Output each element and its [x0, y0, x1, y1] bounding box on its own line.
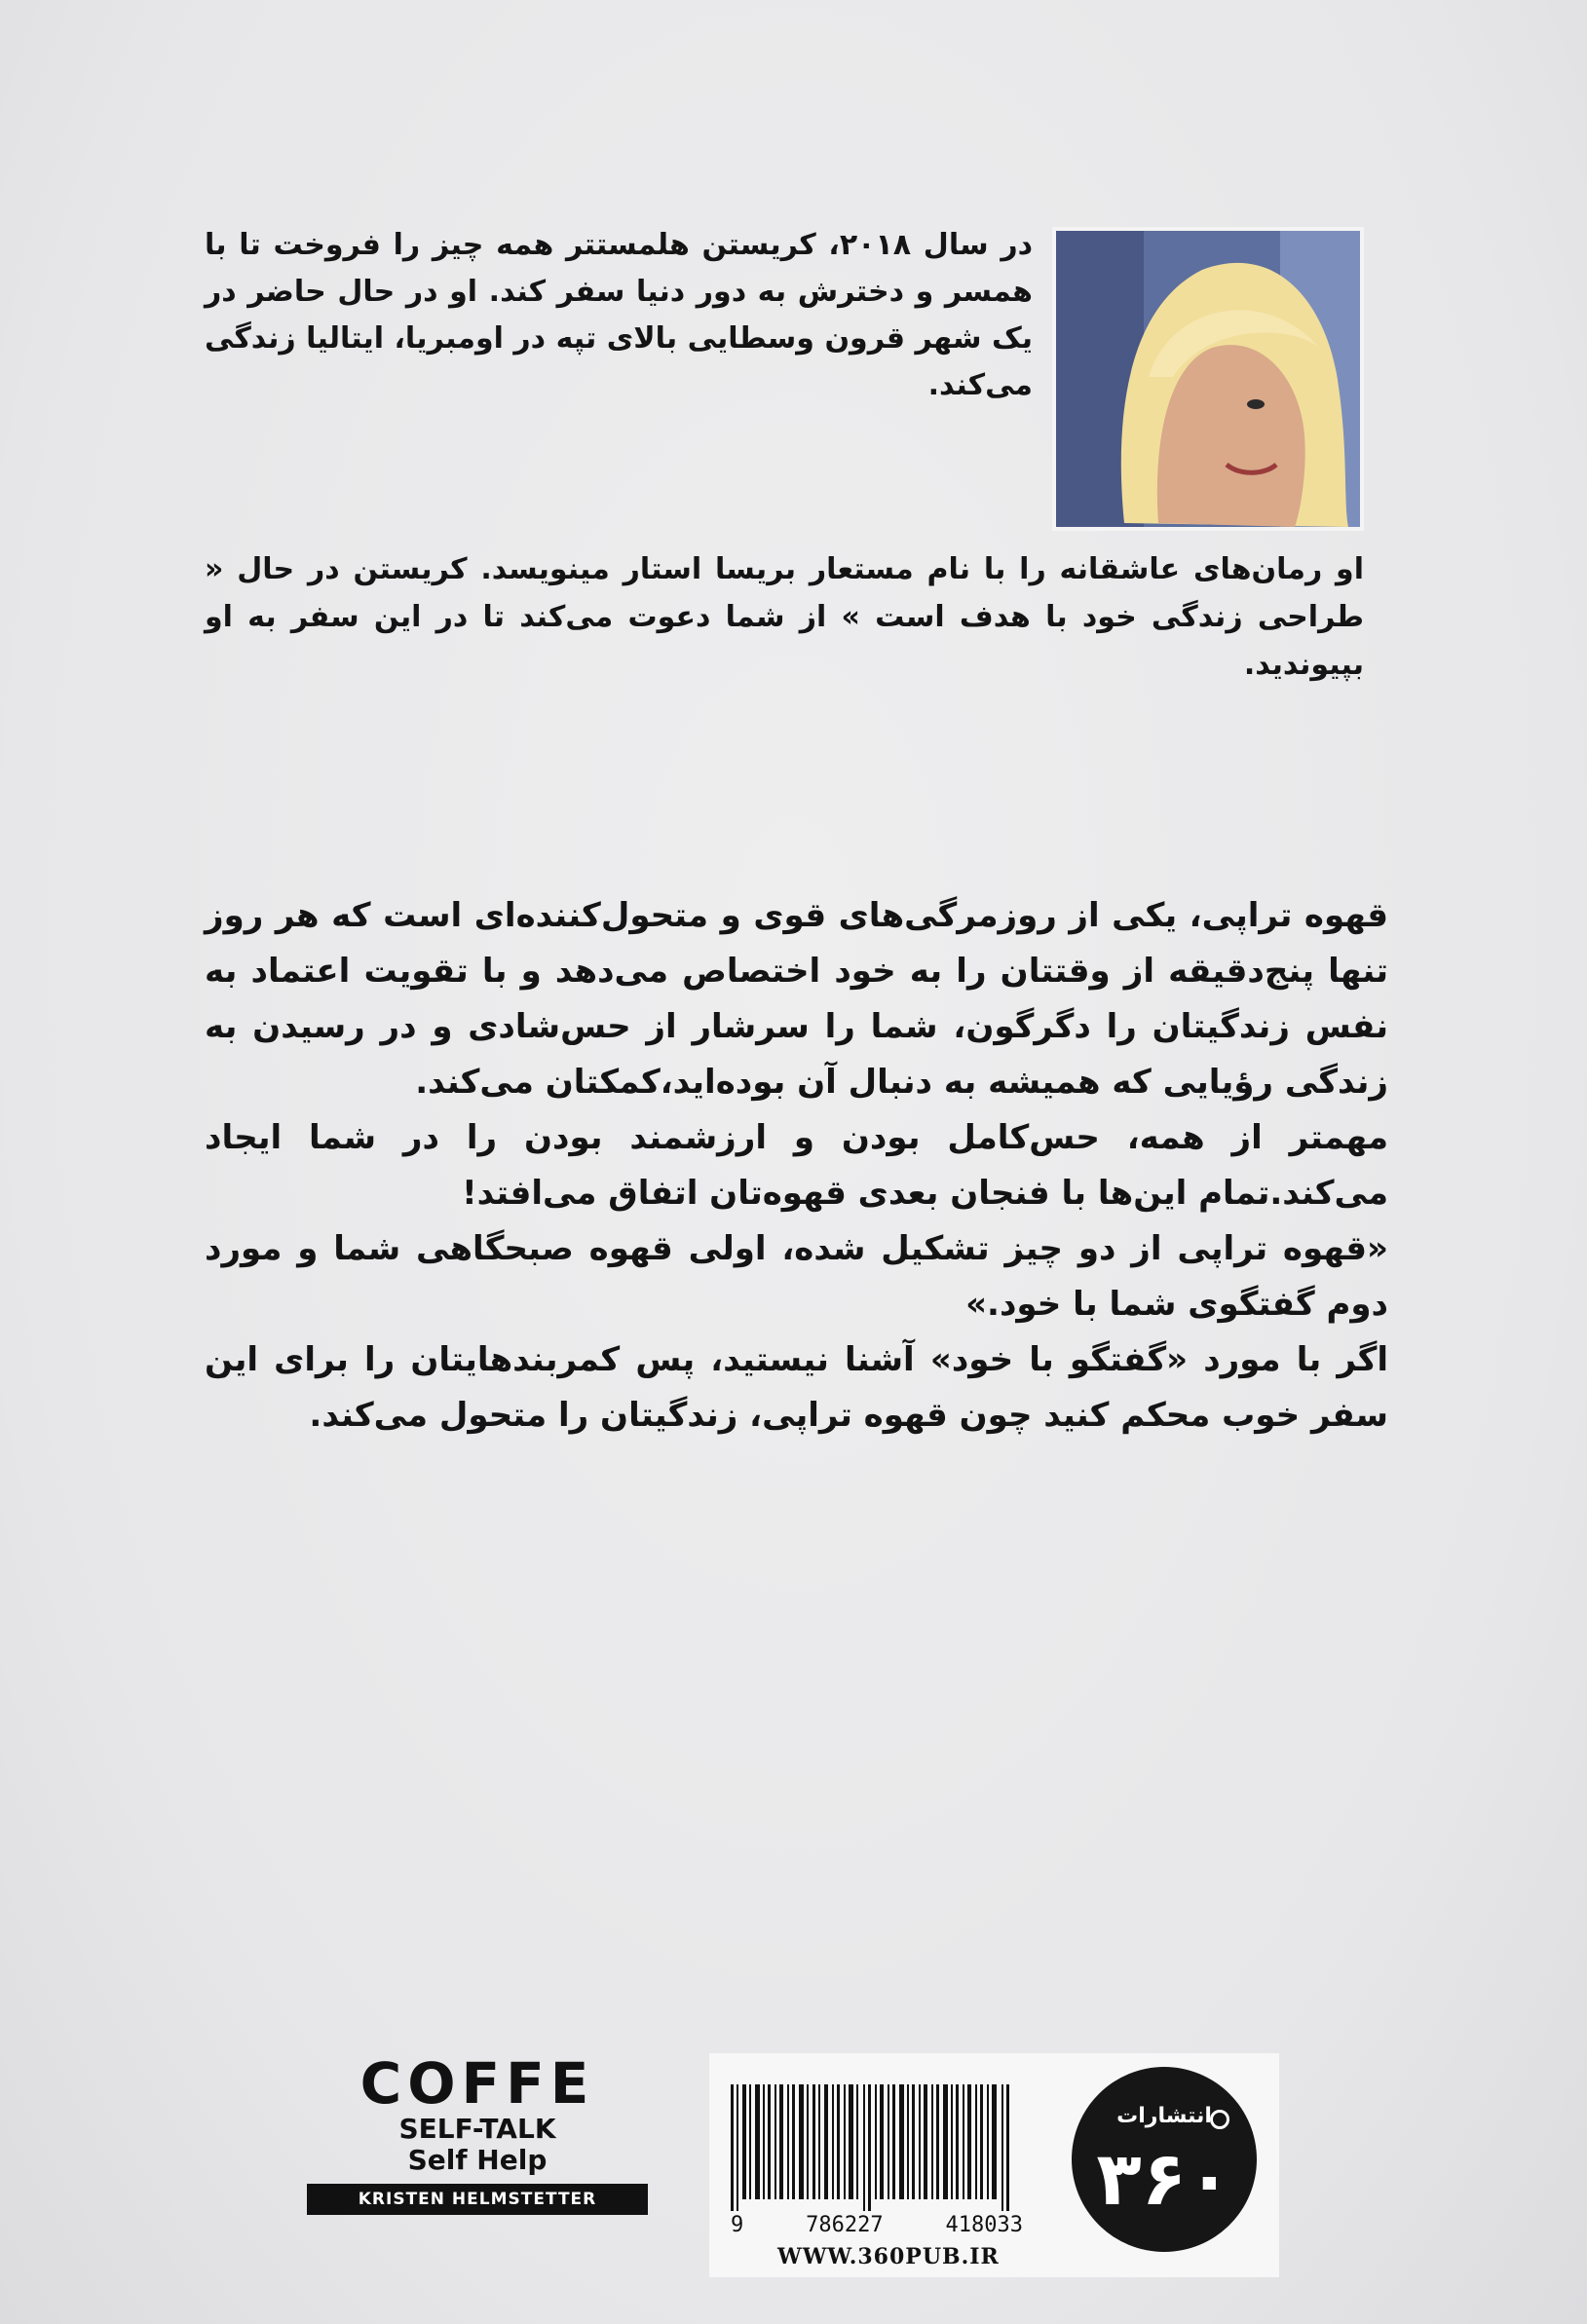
- author-bio-paragraph-1: در سال ۲۰۱۸، کریستن هلمستتر همه چیز را فروخت تا با همسر و دخترش به دور دنیا سفر کند. او در حال حاضر در یک شهر قرون وسطایی بالای تپه در اومبریا، ایتالیا زندگی می‌کند.: [205, 228, 1034, 402]
- degree-circle-icon: [1210, 2110, 1229, 2129]
- isbn-digits: [731, 2213, 1023, 2237]
- barcode-panel: [709, 2053, 1279, 2277]
- logo-title: COFFE: [359, 2050, 595, 2117]
- author-photo: [1052, 227, 1364, 531]
- author-portrait-image: [1056, 231, 1360, 527]
- publisher-number: ۳۶۰: [1096, 2135, 1232, 2222]
- isbn-group-1: 786227: [806, 2213, 884, 2237]
- barcode-image: [731, 2084, 1023, 2211]
- logo-author-name: KRISTEN HELMSTETTER: [307, 2184, 648, 2215]
- description-paragraph-1: قهوه تراپی، یکی از روزمرگی‌های قوی و متحول‌کننده‌ای است که هر روز تنها پنج‌دقیقه از وقتتان را به خود اختصاص می‌دهد و با تقویت اعتماد به نفس زندگیتان را دگرگون، شما را سرشار از حس‌شادی و در رسیدن به زندگی رؤیایی که همیشه به دنبال آن بوده‌اید،کمکتان می‌کند.: [205, 896, 1388, 1102]
- description-paragraph-4: اگر با مورد «گفتگو با خود» آشنا نیستید، پس کمربندهایتان را برای این سفر خوب محکم کنید چون قهوه تراپی، زندگیتان را متحول می‌کند.: [205, 1340, 1388, 1435]
- publisher-website: WWW.360PUB.IR: [777, 2244, 1000, 2269]
- description-paragraph-2: مهمتر از همه، حس‌کامل بودن و ارزشمند بودن را در شما ایجاد می‌کند.تمام این‌ها با فنجان بعدی قهوه‌تان اتفاق می‌افتد!: [205, 1118, 1388, 1213]
- series-logo: [292, 2050, 662, 2238]
- isbn-prefix: 9: [731, 2213, 744, 2237]
- logo-genre: Self Help: [407, 2144, 548, 2176]
- publisher-logo: [1072, 2067, 1257, 2252]
- author-bio-paragraph-2: او رمان‌های عاشقانه را با نام مستعار بریسا استار مینویسد. کریستن در حال « طراحی زندگی خود با هدف است » از شما دعوت می‌کند تا در این سفر به او بپیوندید.: [205, 552, 1364, 682]
- logo-subtitle: SELF-TALK: [398, 2113, 556, 2145]
- description-paragraph-3: «قهوه تراپی از دو چیز تشکیل شده، اولی قهوه صبحگاهی شما و مورد دوم گفتگوی شما با خود.»: [205, 1229, 1388, 1324]
- isbn-group-2: 418033: [945, 2213, 1023, 2237]
- publisher-label: انتشارات: [1116, 2104, 1212, 2128]
- book-description: [205, 888, 1388, 1443]
